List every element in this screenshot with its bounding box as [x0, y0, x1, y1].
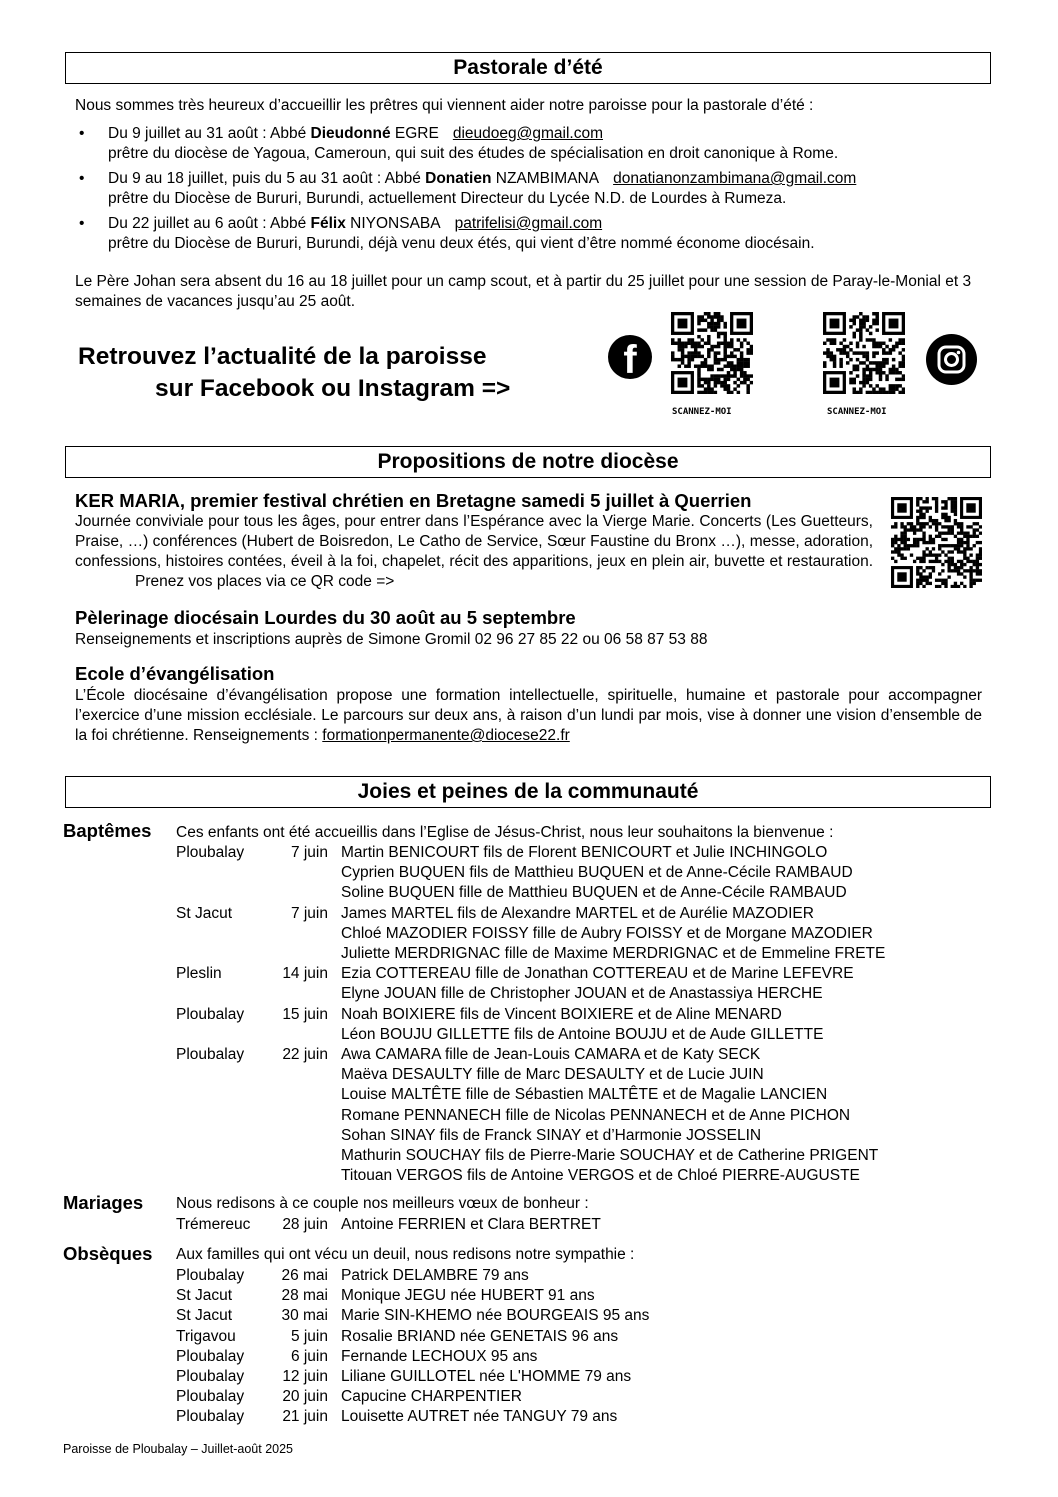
register-place: Ploubalay	[176, 1005, 245, 1023]
kermaria-text: Journée conviviale pour tous les âges, pour entrer dans l’Espérance avec la Vierge Marie. Concerts (Les Guetteurs, Praise, …) conférences (Hubert de Boisredon, Le Catho de Service, Sœur Faustine du Bronx …), messe, adoration, confessions, histoires contées, éveil à la foi, chapelet, récit des apparitions, jeux en plein air, buvette et restauration.Prenez vos places via ce QR code =>	[75, 513, 873, 590]
section-header-community	[65, 776, 991, 808]
register-entry: Louisette AUTRET née TANGUY 79 ans	[341, 1408, 618, 1426]
register-row	[0, 1085, 1058, 1105]
register-entry: Monique JEGU née HUBERT 91 ans	[341, 1287, 595, 1305]
register-entry: Capucine CHARPENTIER	[341, 1388, 522, 1406]
register-entry: Cyprien BUQUEN fils de Matthieu BUQUEN et de Anne-Cécile RAMBAUD	[341, 864, 853, 882]
register-date: 7 juin	[290, 844, 328, 861]
mariages-label: Mariages	[63, 1192, 144, 1213]
register-row	[0, 1126, 1058, 1146]
register-row	[0, 1327, 1058, 1347]
register-row	[0, 1045, 1058, 1065]
register-entry: Juliette MERDRIGNAC fille de Maxime MERDRIGNAC et de Emmeline FRETE	[341, 945, 886, 962]
register-date: 14 juin	[282, 965, 328, 983]
register-row	[0, 904, 1058, 924]
priest-firstname: Félix	[310, 215, 346, 232]
priest-description: prêtre du Diocèse de Bururi, Burundi, actuellement Directeur du Lycée N.D. de Lourdes à Rumeza.	[108, 190, 787, 207]
bullet-icon: •	[79, 215, 85, 232]
register-place: Ploubalay	[176, 1046, 245, 1063]
register-date: 30 mai	[281, 1307, 328, 1325]
scan-me-label: SCANNEZ-MOI	[672, 407, 732, 417]
instagram-icon[interactable]	[926, 334, 977, 385]
register-row	[0, 924, 1058, 944]
register-date: 12 juin	[282, 1368, 328, 1385]
register-date: 26 mai	[281, 1267, 328, 1284]
register-row	[0, 883, 1058, 903]
priest-dates: Du 9 juillet au 31 août : Abbé	[108, 125, 311, 142]
register-row	[0, 1146, 1058, 1166]
scan-me-label: SCANNEZ-MOI	[827, 407, 887, 417]
register-entry: Maëva DESAULTY fille de Marc DESAULTY et de Lucie JUIN	[341, 1066, 764, 1084]
mariages-intro: Nous redisons à ce couple nos meilleurs vœux de bonheur :	[176, 1195, 589, 1212]
register-date: 22 juin	[282, 1046, 328, 1063]
priest-lastname: NIYONSABA	[345, 215, 441, 232]
register-place: Trémereuc	[176, 1216, 251, 1233]
ecole-email-link[interactable]: formationpermanente@diocese22.fr	[322, 727, 570, 744]
ecole-text: L’École diocésaine d’évangélisation propose une formation intellectuelle, spirituelle, humaine et pastorale pour accompagner l’exercice d’une mission ecclésiale. Le parcours sur deux ans, à raison d’un lundi par mois, vise à donner une vision d’ensemble de la foi chrétienne. Renseignements : formationpermanente@diocese22.fr	[75, 687, 982, 744]
priest-list	[75, 124, 995, 259]
priest-item	[75, 124, 995, 164]
register-place: Ploubalay	[176, 1368, 245, 1385]
register-entry: Romane PENNANECH fille de Nicolas PENNANECH et de Anne PICHON	[341, 1106, 851, 1124]
register-row	[0, 843, 1058, 863]
register-entry: Patrick DELAMBRE 79 ans	[341, 1267, 529, 1284]
priest-firstname: Donatien	[425, 170, 492, 187]
priest-description: prêtre du diocèse de Yagoua, Cameroun, qui suit des études de spécialisation en droit canonique à Rome.	[108, 145, 839, 162]
register-entry: Rosalie BRIAND née GENETAIS 96 ans	[341, 1327, 619, 1345]
pastorale-intro: Nous sommes très heureux d’accueillir les prêtres qui viennent aider notre paroisse pour la pastorale d’été :	[75, 97, 814, 114]
lourdes-text: Renseignements et inscriptions auprès de Simone Gromil 02 96 27 85 22 ou 06 58 87 53 88	[75, 631, 708, 648]
baptemes-intro: Ces enfants ont été accueillis dans l’Eglise de Jésus-Christ, nous leur souhaitons la bienvenue :	[176, 824, 834, 841]
register-place: Ploubalay	[176, 1347, 245, 1365]
priest-email-link[interactable]: donatianonzambimana@gmail.com	[613, 170, 857, 187]
register-row	[0, 1347, 1058, 1367]
priest-description: prêtre du Diocèse de Bururi, Burundi, déjà venu deux étés, qui vient d’être nommé économe diocésain.	[108, 235, 815, 252]
register-row	[0, 1367, 1058, 1387]
priest-lastname: NZAMBIMANA	[491, 170, 600, 187]
page-footer: Paroisse de Ploubalay – Juillet-août 2025	[63, 1442, 294, 1456]
section-title: Propositions de notre diocèse	[377, 450, 679, 473]
register-row	[0, 1025, 1058, 1045]
kermaria-qr-code[interactable]	[891, 497, 982, 588]
section-title: Pastorale d’été	[453, 56, 603, 79]
register-date: 20 juin	[282, 1388, 328, 1406]
register-date: 7 juin	[290, 904, 328, 922]
register-entry: Ezia COTTEREAU fille de Jonathan COTTEREAU et de Marine LEFEVRE	[341, 965, 854, 983]
social-line-2: sur Facebook ou Instagram =>	[155, 375, 511, 402]
priest-firstname: Dieudonné	[310, 125, 391, 142]
register-date: 28 juin	[282, 1216, 328, 1233]
instagram-qr-code[interactable]	[823, 312, 905, 394]
baptemes-label: Baptêmes	[63, 820, 152, 841]
register-date: 5 juin	[290, 1327, 328, 1345]
register-row	[0, 984, 1058, 1004]
kermaria-title: KER MARIA, premier festival chrétien en Bretagne samedi 5 juillet à Querrien	[75, 490, 752, 511]
priest-dates: Du 9 au 18 juillet, puis du 5 au 31 août : Abbé	[108, 170, 426, 187]
priest-item	[75, 214, 995, 254]
register-entry: Soline BUQUEN fille de Matthieu BUQUEN et de Anne-Cécile RAMBAUD	[341, 884, 847, 902]
priest-email-link[interactable]: dieudoeg@gmail.com	[452, 125, 603, 142]
section-header-diocese	[65, 446, 991, 478]
register-place: Trigavou	[176, 1327, 236, 1345]
bullet-icon: •	[79, 125, 85, 142]
priest-dates: Du 22 juillet au 6 août : Abbé	[108, 215, 311, 232]
register-row	[0, 1065, 1058, 1085]
register-row	[0, 1266, 1058, 1286]
register-row	[0, 964, 1058, 984]
register-place: Ploubalay	[176, 1408, 245, 1426]
register-entry: Sohan SINAY fils de Franck SINAY et d’Harmonie JOSSELIN	[341, 1126, 762, 1144]
register-place: Pleslin	[176, 965, 222, 983]
bullet-icon: •	[79, 170, 85, 187]
register-row	[0, 1166, 1058, 1186]
kermaria-qr-note: Prenez vos places via ce QR code =>	[135, 573, 395, 590]
register-date: 6 juin	[290, 1347, 328, 1365]
priest-lastname: EGRE	[390, 125, 439, 142]
register-row	[0, 1215, 1058, 1235]
obseques-label: Obsèques	[63, 1243, 153, 1264]
register-date: 28 mai	[281, 1287, 328, 1305]
register-entry: Awa CAMARA fille de Jean-Louis CAMARA et de Katy SECK	[341, 1046, 761, 1063]
register-row	[0, 1306, 1058, 1326]
register-place: Ploubalay	[176, 844, 245, 861]
register-entry: Fernande LECHOUX 95 ans	[341, 1347, 538, 1365]
register-entry: Liliane GUILLOTEL née L'HOMME 79 ans	[341, 1368, 632, 1385]
register-entry: Chloé MAZODIER FOISSY fille de Aubry FOISSY et de Morgane MAZODIER	[341, 924, 873, 942]
register-place: Ploubalay	[176, 1388, 245, 1406]
register-entry: Marie SIN-KHEMO née BOURGEAIS 95 ans	[341, 1307, 650, 1325]
register-entry: Antoine FERRIEN et Clara BERTRET	[341, 1216, 601, 1233]
register-place: St Jacut	[176, 904, 232, 922]
register-entry: James MARTEL fils de Alexandre MARTEL et de Aurélie MAZODIER	[341, 904, 814, 922]
pastorale-note: Le Père Johan sera absent du 16 au 18 juillet pour un camp scout, et à partir du 25 juillet pour une session de Paray-le-Monial et 3 semaines de vacances jusqu’au 25 août.	[75, 273, 972, 310]
register-place: St Jacut	[176, 1287, 232, 1305]
register-row	[0, 863, 1058, 883]
register-row	[0, 1005, 1058, 1025]
register-row	[0, 1407, 1058, 1427]
register-row	[0, 1387, 1058, 1407]
register-entry: Mathurin SOUCHAY fils de Pierre-Marie SOUCHAY et de Catherine PRIGENT	[341, 1147, 879, 1164]
social-line-1: Retrouvez l’actualité de la paroisse	[78, 343, 487, 370]
register-place: Ploubalay	[176, 1267, 245, 1284]
priest-email-link[interactable]: patrifelisi@gmail.com	[454, 215, 603, 232]
register-date: 15 juin	[282, 1005, 328, 1023]
register-row	[0, 1286, 1058, 1306]
priest-item	[75, 169, 995, 209]
register-entry: Titouan VERGOS fils de Antoine VERGOS et de Chloé PIERRE-AUGUSTE	[341, 1167, 860, 1185]
facebook-qr-code[interactable]	[671, 312, 753, 394]
instagram-glyph	[926, 334, 977, 385]
obseques-intro: Aux familles qui ont vécu un deuil, nous redisons notre sympathie :	[176, 1246, 635, 1263]
facebook-icon[interactable]: f	[608, 335, 652, 379]
register-place: St Jacut	[176, 1307, 232, 1325]
register-entry: Martin BENICOURT fils de Florent BENICOURT et Julie INCHINGOLO	[341, 844, 828, 861]
lourdes-title: Pèlerinage diocésain Lourdes du 30 août au 5 septembre	[75, 607, 576, 628]
register-entry: Léon BOUJU GILLETTE fils de Antoine BOUJU et de Aude GILLETTE	[341, 1025, 824, 1043]
register-date: 21 juin	[282, 1408, 328, 1426]
register-entry: Louise MALTÊTE fille de Sébastien MALTÊTE et de Magalie LANCIEN	[341, 1086, 828, 1104]
register-entry: Noah BOIXIERE fils de Vincent BOIXIERE et de Aline MENARD	[341, 1005, 782, 1023]
register-entry: Elyne JOUAN fille de Christopher JOUAN et de Anastassiya HERCHE	[341, 985, 823, 1003]
register-row	[0, 944, 1058, 964]
section-header-pastorale	[65, 52, 991, 84]
section-title: Joies et peines de la communauté	[357, 780, 699, 803]
register-row	[0, 1106, 1058, 1126]
ecole-title: Ecole d’évangélisation	[75, 663, 275, 684]
